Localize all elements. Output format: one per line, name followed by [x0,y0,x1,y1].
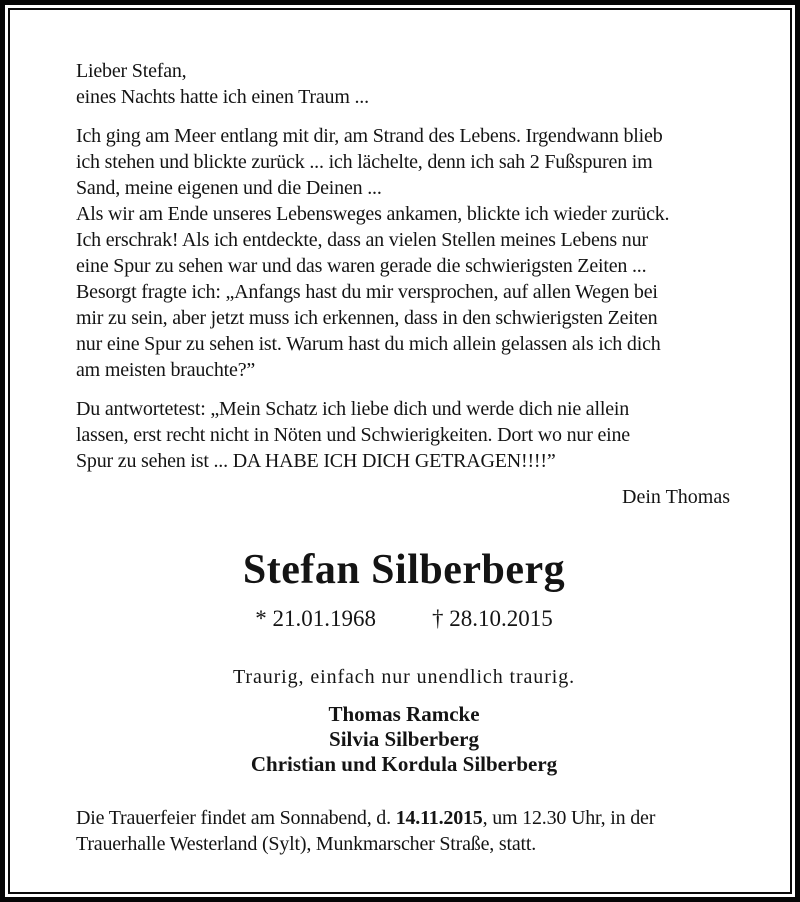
answer-line: lassen, erst recht nicht in Nöten und Schwierigkeiten. Dort wo nur eine [76,424,630,446]
dream-line: eine Spur zu sehen war und das waren gerade die schwierigsten Zeiten ... [76,255,647,277]
mourners-list [76,702,732,777]
letter-opening [76,58,732,110]
letter-signature: Dein Thomas [622,486,730,508]
dream-line: Besorgt fragte ich: „Anfangs hast du mir versprochen, auf allen Wegen bei [76,281,658,303]
notice-frame [8,8,792,894]
mourning-line: Traurig, einfach nur unendlich traurig. [232,666,576,688]
mourner-name: Christian und Kordula Silberberg [250,752,558,776]
funeral-announcement [76,805,732,857]
funeral-line1-prefix: Die Trauerfeier findet am Sonnabend, d. [76,807,396,829]
letter-opening-line: eines Nachts hatte ich einen Traum ... [76,86,369,108]
funeral-line-2: Trauerhalle Westerland (Sylt), Munkmarscher Straße, statt. [76,833,537,855]
answer-line: Du antwortetest: „Mein Schatz ich liebe dich und werde dich nie allein [76,398,630,420]
dream-line: ich stehen und blickte zurück ... ich lächelte, denn ich sah 2 Fußspuren im [76,151,653,173]
letter-opening-line: Lieber Stefan, [76,60,187,82]
mourner-name: Silvia Silberberg [329,727,479,751]
deceased-name: Stefan Silberberg [242,547,566,593]
dream-line: Ich ging am Meer entlang mit dir, am Strand des Lebens. Irgendwann blieb [76,125,663,147]
dream-line: nur eine Spur zu sehen ist. Warum hast du mich allein gelassen als ich dich [76,333,661,355]
dream-line: Als wir am Ende unseres Lebensweges ankamen, blickte ich wieder zurück. [76,203,670,225]
funeral-line-1 [76,805,732,831]
mourner-name: Thomas Ramcke [328,702,480,726]
birth-date: * 21.01.1968 [255,606,376,631]
dream-paragraph [76,123,732,383]
death-date: † 28.10.2015 [432,606,553,631]
dream-line: mir zu sein, aber jetzt muss ich erkennen, dass in den schwierigsten Zeiten [76,307,658,329]
dream-line: am meisten brauchte?” [76,359,256,381]
dream-line: Sand, meine eigenen und die Deinen ... [76,177,382,199]
funeral-date: 14.11.2015 [395,807,483,829]
dream-line: Ich erschrak! Als ich entdeckte, dass an vielen Stellen meines Lebens nur [76,229,648,251]
answer-paragraph [76,396,732,474]
funeral-line1-suffix: , um 12.30 Uhr, in der [482,807,656,829]
life-dates [76,604,732,634]
answer-line: Spur zu sehen ist ... DA HABE ICH DICH GETRAGEN!!!!” [76,450,556,472]
